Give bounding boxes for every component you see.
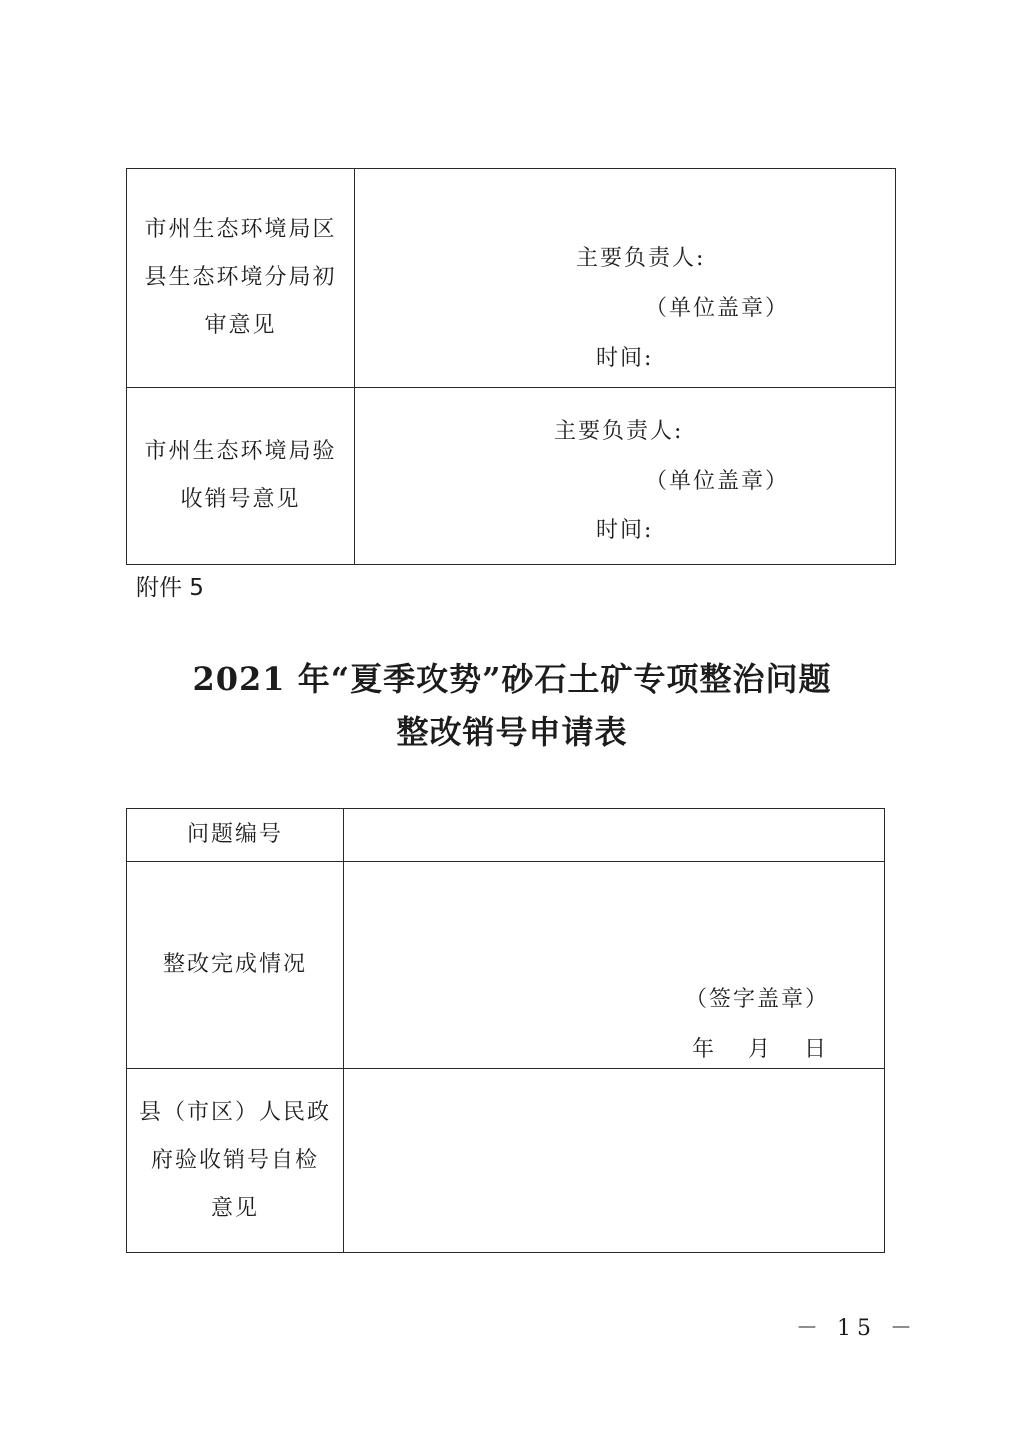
rectification-status-label: 整改完成情况: [127, 862, 344, 1069]
table-row: [127, 169, 896, 388]
label-line: 市州生态环境局验: [144, 439, 337, 464]
signature-cell: [355, 388, 896, 565]
label-line: 意见: [210, 1195, 259, 1221]
label-line: 收销号意见: [180, 487, 301, 512]
responsible-person-label: 主要负责人:: [554, 419, 684, 444]
table-row: [127, 809, 885, 862]
unit-seal-label: （单位盖章）: [645, 296, 790, 321]
self-check-label: [127, 1069, 344, 1253]
label-line: 审意见: [204, 313, 277, 338]
attachment-label: 附件 5: [136, 575, 204, 601]
responsible-person-label: 主要负责人:: [576, 246, 706, 271]
table-row: [127, 388, 896, 565]
self-check-value: [344, 1069, 885, 1253]
page-subtitle: 整改销号申请表: [396, 713, 628, 751]
label-line: 府验收销号自检: [150, 1147, 319, 1173]
issue-number-label: 问题编号: [127, 809, 344, 862]
label-line: 县（市区）人民政: [138, 1099, 331, 1125]
table-row: [127, 862, 885, 1069]
application-form-table: [126, 808, 885, 1253]
date-label: 年 月 日: [692, 1037, 833, 1062]
signature-cell: [355, 169, 896, 388]
label-line: 县生态环境分局初: [144, 265, 337, 290]
sign-seal-label: （签字盖章）: [685, 987, 830, 1012]
page-number: － 15 －: [796, 1316, 918, 1341]
issue-number-value: [344, 809, 885, 862]
unit-seal-label: （单位盖章）: [645, 469, 790, 494]
rectification-status-cell: [344, 862, 885, 1069]
page-title: 2021 年“夏季攻势”砂石土矿专项整治问题: [192, 660, 832, 698]
time-label: 时间:: [596, 346, 654, 371]
label-cell: [127, 388, 355, 565]
label-line: 市州生态环境局区: [144, 217, 337, 242]
table-row: [127, 1069, 885, 1253]
time-label: 时间:: [596, 518, 654, 543]
label-cell: [127, 169, 355, 388]
upper-opinion-table: [126, 168, 896, 565]
